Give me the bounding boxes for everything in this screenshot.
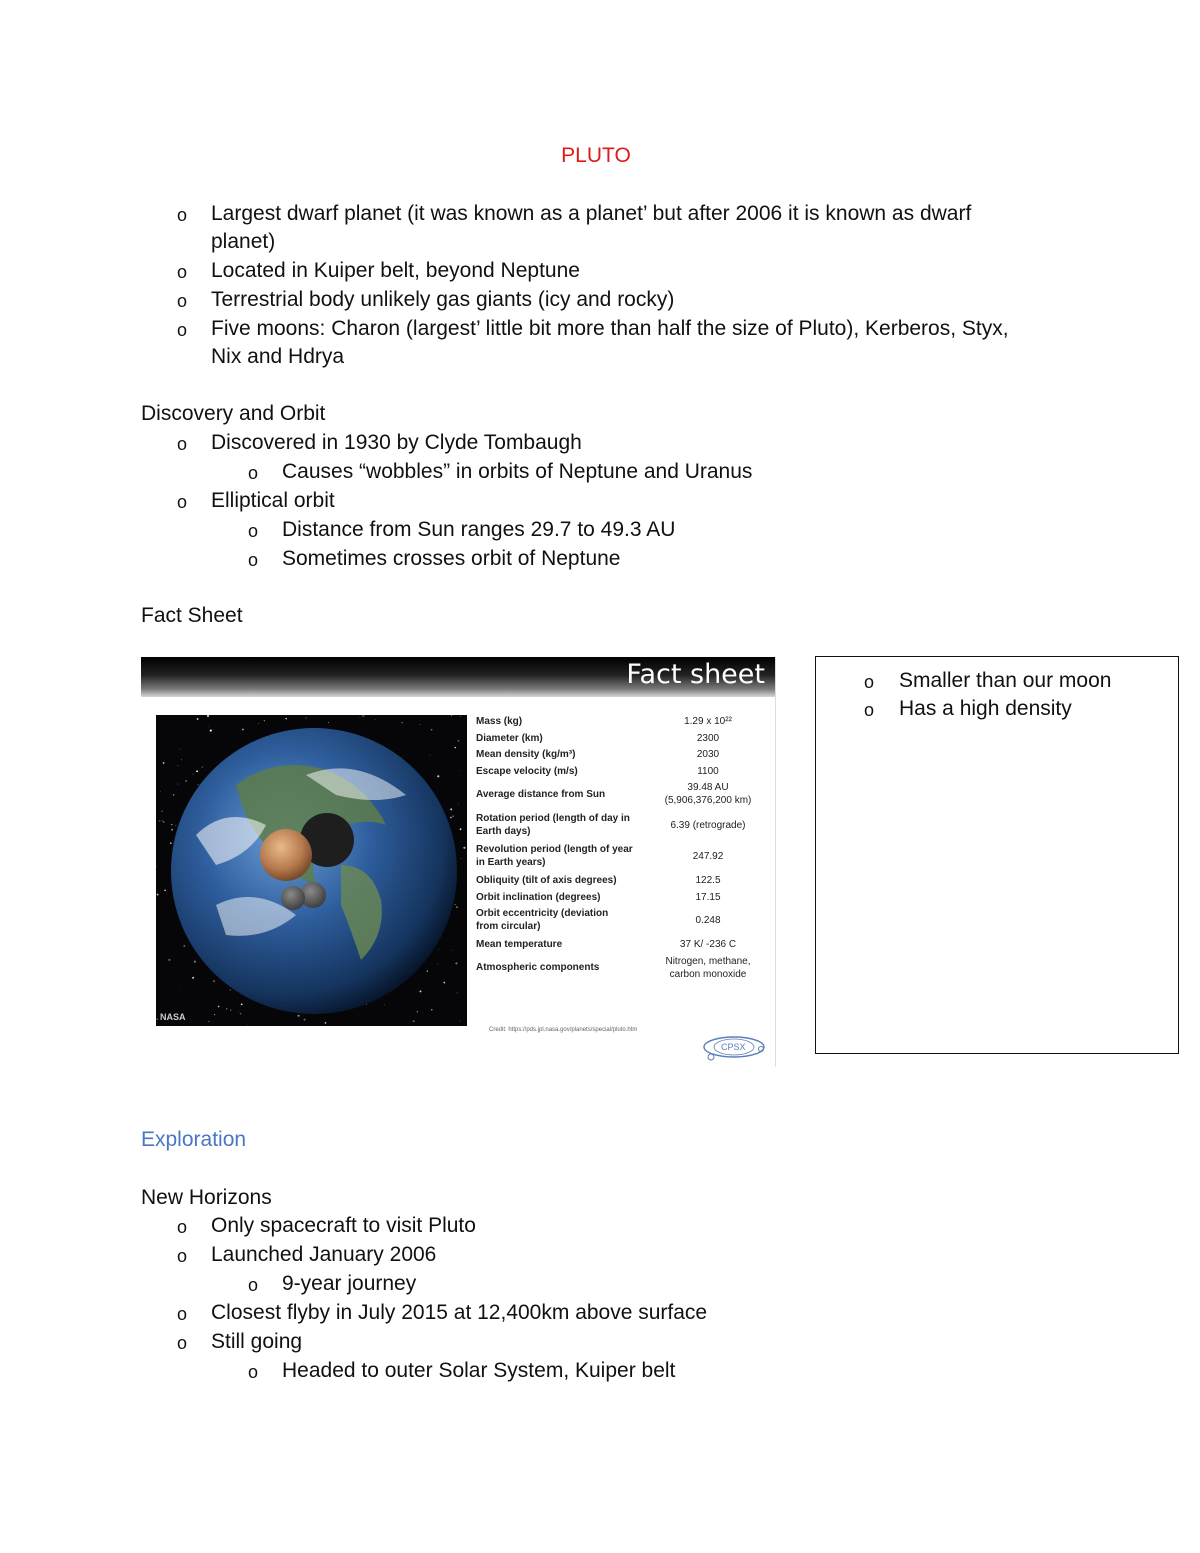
fact-value: 2030 xyxy=(696,749,720,760)
fact-label: Revolution period (length of year in Earth years) xyxy=(476,844,633,868)
fact-label: Rotation period (length of day in Earth days) xyxy=(476,813,630,837)
fact-value: 17.15 xyxy=(695,891,721,903)
fact-row xyxy=(476,812,766,838)
fact-sheet-notes-box xyxy=(815,656,1179,1054)
bullet-marker: o xyxy=(177,1217,188,1237)
fact-row xyxy=(476,715,766,728)
bullet-marker: o xyxy=(248,521,259,541)
side-note-text: Has a high density xyxy=(899,697,1072,720)
bullet-marker: o xyxy=(177,205,188,225)
bullet-marker: o xyxy=(248,1275,259,1295)
list-item-text: Located in Kuiper belt, beyond Neptune xyxy=(211,259,580,282)
fact-label: Escape velocity (m/s) xyxy=(476,765,578,777)
discovery-heading: Discovery and Orbit xyxy=(141,402,326,425)
earth-pluto-illustration xyxy=(156,715,467,1026)
fact-label: Average distance from Sun xyxy=(476,788,606,800)
fact-value: 6.39 (retrograde) xyxy=(670,819,746,831)
fact-label: Diameter (km) xyxy=(476,732,543,744)
cpsx-logo xyxy=(699,1031,769,1063)
new-horizons-subheading: New Horizons xyxy=(141,1186,272,1209)
pluto-earth-image xyxy=(156,715,467,1026)
fact-sheet-slide xyxy=(141,657,776,1067)
fact-row xyxy=(476,765,766,778)
list-item-text: Distance from Sun ranges 29.7 to 49.3 AU xyxy=(282,518,676,541)
bullet-marker: o xyxy=(248,463,259,483)
bullet-marker: o xyxy=(864,672,875,692)
nasa-credit: NASA xyxy=(160,1012,186,1022)
list-item-text: 9-year journey xyxy=(282,1272,417,1295)
page-title: PLUTO xyxy=(561,144,631,167)
bullet-marker: o xyxy=(177,262,188,282)
svg-text:CPSX: CPSX xyxy=(721,1042,746,1052)
fact-value: 0.248 xyxy=(695,914,721,926)
fact-label: Obliquity (tilt of axis degrees) xyxy=(476,875,617,886)
list-item-text: Nix and Hdrya xyxy=(211,345,345,368)
exploration-heading: Exploration xyxy=(141,1128,247,1151)
fact-label: Mean temperature xyxy=(476,939,563,950)
list-item-text: Discovered in 1930 by Clyde Tombaugh xyxy=(211,431,582,454)
fact-row xyxy=(476,955,766,981)
list-item-text: Headed to outer Solar System, Kuiper belt xyxy=(282,1359,676,1382)
fact-row xyxy=(476,938,766,951)
bullet-marker: o xyxy=(248,550,259,570)
bullet-marker: o xyxy=(177,492,188,512)
slide-title: Fact sheet xyxy=(626,659,765,690)
fact-label: Mean density (kg/m³) xyxy=(476,749,576,760)
fact-value: 247.92 xyxy=(692,850,724,862)
slide-title-bar xyxy=(141,657,775,697)
bullet-marker: o xyxy=(177,1333,188,1353)
list-item-text: Sometimes crosses orbit of Neptune xyxy=(282,547,621,570)
list-item-text: Launched January 2006 xyxy=(211,1243,437,1266)
fact-row xyxy=(476,891,766,904)
fact-row xyxy=(476,907,766,933)
bullet-marker: o xyxy=(177,320,188,340)
fact-sheet-heading: Fact Sheet xyxy=(141,604,243,627)
bullet-marker: o xyxy=(177,1246,188,1266)
fact-row xyxy=(476,781,766,807)
fact-row xyxy=(476,732,766,745)
list-item-text: Elliptical orbit xyxy=(211,489,335,512)
fact-value: 2300 xyxy=(696,732,720,744)
cpsx-logo-icon xyxy=(699,1031,769,1063)
fact-label: Atmospheric components xyxy=(476,962,600,973)
bullet-marker: o xyxy=(248,1362,259,1382)
fact-value: 37 K/ -236 C xyxy=(679,939,737,950)
fact-row xyxy=(476,874,766,887)
fact-label: Orbit inclination (degrees) xyxy=(476,891,601,903)
list-item-text: planet) xyxy=(211,230,276,253)
fact-row xyxy=(476,748,766,761)
fact-label: Orbit eccentricity (deviation from circular) xyxy=(476,908,609,932)
bullet-marker: o xyxy=(864,700,875,720)
list-item-text: Only spacecraft to visit Pluto xyxy=(211,1214,476,1237)
fact-label: Mass (kg) xyxy=(476,716,523,727)
list-item-text: Largest dwarf planet (it was known as a planet’ but after 2006 it is known as dwarf xyxy=(211,202,972,225)
bullet-marker: o xyxy=(177,1304,188,1324)
slide-credit: Credit: https://pds.jpl.nasa.gov/planets/special/pluto.htm xyxy=(489,1027,638,1033)
fact-value: Nitrogen, methane, carbon monoxide xyxy=(665,955,751,980)
list-item-text: Closest flyby in July 2015 at 12,400km above surface xyxy=(211,1301,708,1324)
fact-value: 122.5 xyxy=(695,875,721,886)
fact-value: 1100 xyxy=(697,765,719,777)
list-item-text: Still going xyxy=(211,1330,303,1353)
fact-row xyxy=(476,843,766,869)
fact-value: 1.29 x 10²² xyxy=(684,716,732,727)
list-item-text: Five moons: Charon (largest’ little bit more than half the size of Pluto), Kerberos, Styx, xyxy=(211,317,1009,340)
fact-value: 39.48 AU (5,906,376,200 km) xyxy=(664,782,752,806)
list-item-text: Terrestrial body unlikely gas giants (icy and rocky) xyxy=(211,288,675,311)
side-note-text: Smaller than our moon xyxy=(899,669,1112,692)
list-item-text: Causes “wobbles” in orbits of Neptune and Uranus xyxy=(282,460,753,483)
bullet-marker: o xyxy=(177,291,188,311)
bullet-marker: o xyxy=(177,434,188,454)
